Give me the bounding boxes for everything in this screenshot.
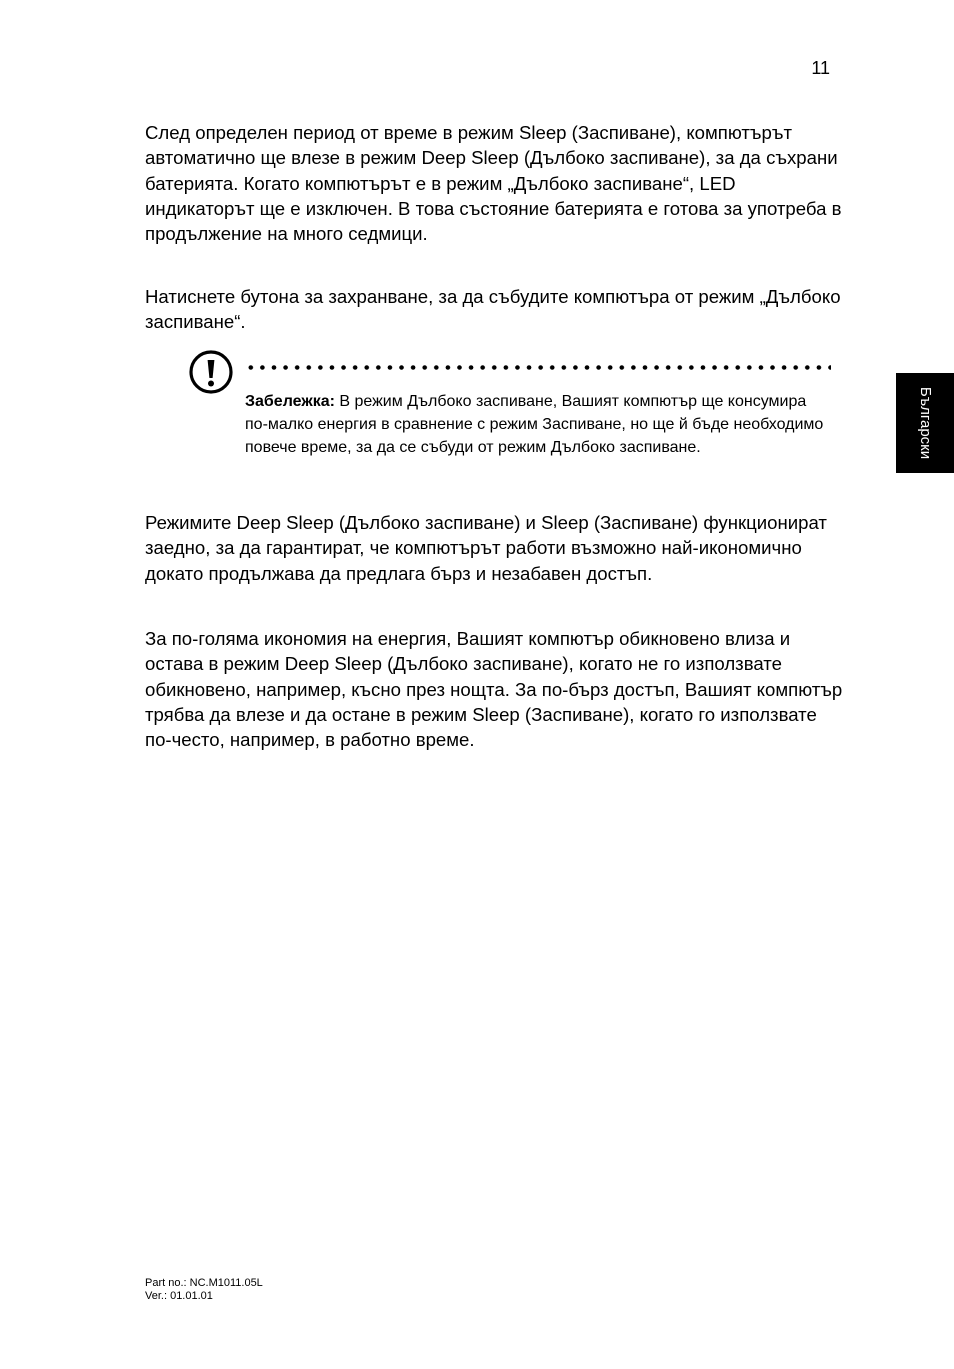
language-side-tab [896, 373, 954, 473]
paragraph-modes-together: Режимите Deep Sleep (Дълбоко заспиване) и Sleep (Заспиване) функционират заедно, за да гарантират, че компютърът работи възможно най-икономично докато продължава да предлага бърз и незабавен достъп. [145, 512, 827, 584]
note-dotted-divider [245, 365, 831, 370]
page-number: 11 [811, 58, 830, 78]
note-text [245, 390, 825, 459]
note-body: В режим Дълбоко заспиване, Вашият компютър ще консумира по-малко енергия в сравнение с режим Заспиване, но ще й бъде необходимо повече време, за да се събуди от режим Дълбоко заспиване. [245, 393, 824, 456]
exclamation-circle-icon [188, 349, 234, 395]
paragraph-wake-instructions: Натиснете бутона за захранване, за да събудите компютъра от режим „Дълбоко заспиване“. [145, 286, 841, 333]
footer [145, 1277, 263, 1303]
language-tab-label: Български [917, 386, 934, 460]
paragraph-energy-saving: За по-голяма икономия на енергия, Вашият компютър обикновено влиза и остава в режим Deep Sleep (Дълбоко заспиване), когато не го използвате обикновено, например, късно през нощта. За по-бърз достъп, Вашият компютър трябва да влезе и да остане в режим Sleep (Заспиване), когато го използвате по-често, например, в работно време. [145, 628, 843, 751]
footer-version: Ver.: 01.01.01 [145, 1290, 213, 1302]
note-label: Забележка: [245, 393, 335, 410]
paragraph-deep-sleep-intro: След определен период от време в режим Sleep (Заспиване), компютърът автоматично ще влезе в режим Deep Sleep (Дълбоко заспиване), за да съхрани батерията. Когато компютърът е в режим „Дълбоко заспиване“, LED индикаторът ще е изключен. В това състояние батерията е готова за употреба в продължение на много седмици. [145, 122, 842, 245]
footer-part-number: Part no.: NC.M1011.05L [145, 1277, 263, 1289]
